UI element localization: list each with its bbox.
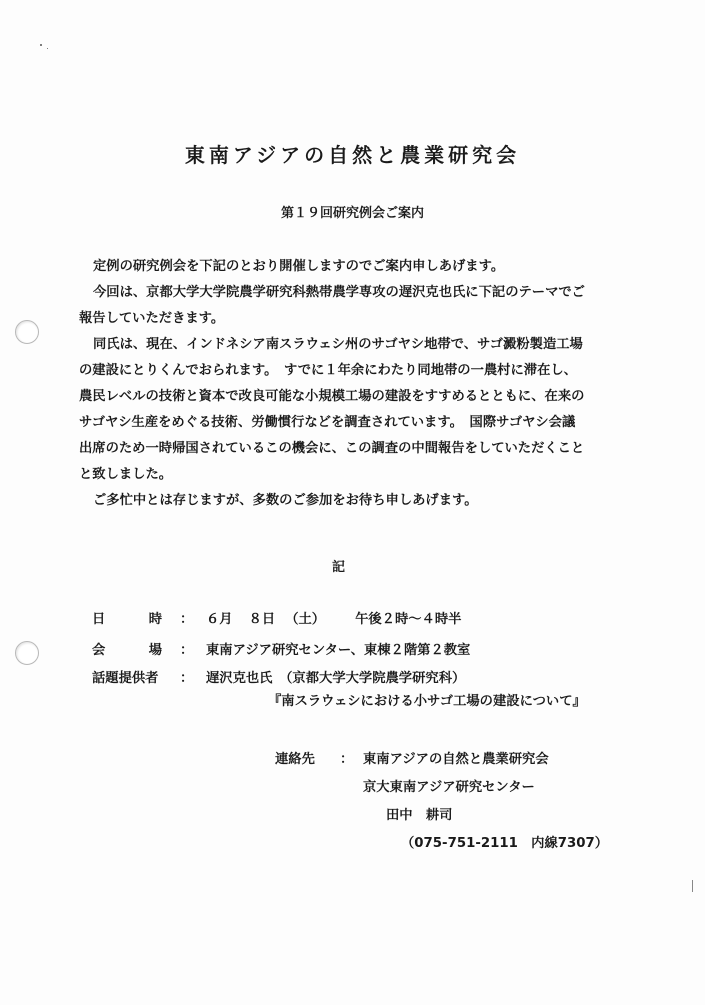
paragraph-line: 農民レベルの技術と資本で改良可能な小規模工場の建設をすすめるとともに、在来の bbox=[79, 389, 585, 404]
paragraph-line: サゴヤシ生産をめぐる技術、労働慣行などを調査されています。 国際サゴヤシ会議 bbox=[79, 415, 576, 430]
paragraph-line: 定例の研究例会を下記のとおり開催しますのでご案内申しあげます。 bbox=[93, 259, 505, 274]
speaker-colon: ： bbox=[180, 671, 194, 686]
paragraph-line: の建設にとりくんでおられます。 すでに１年余にわたり同地帯の一農村に滞在し、 bbox=[79, 363, 577, 378]
scan-speck bbox=[692, 880, 693, 892]
date-weekday: （土） bbox=[285, 612, 326, 627]
body-text bbox=[79, 254, 639, 514]
paragraph-line: と致しました。 bbox=[79, 467, 173, 482]
document-subtitle: 第１９回研究例会ご案内 bbox=[280, 206, 424, 221]
date-month: ６月 bbox=[206, 612, 233, 627]
date-colon: ： bbox=[180, 612, 194, 627]
scan-speck bbox=[40, 44, 42, 46]
paragraph-line: 報告していただきます。 bbox=[79, 311, 225, 326]
venue-colon: ： bbox=[180, 643, 194, 658]
talk-title: 『南スラウェシにおける小サゴ工場の建設について』 bbox=[268, 694, 586, 709]
speaker-label: 話題提供者 bbox=[92, 671, 159, 686]
document-title: 東南アジアの自然と農業研究会 bbox=[184, 143, 521, 167]
contact-center: 京大東南アジア研究センター bbox=[363, 780, 535, 795]
contact-label: 連絡先 bbox=[275, 752, 315, 767]
date-day: ８日 bbox=[248, 612, 276, 627]
venue-label: 会 場 bbox=[92, 643, 162, 658]
punch-hole-top bbox=[15, 320, 39, 344]
paragraph-line: 今回は、京都大学大学院農学研究科熱帯農学専攻の遅沢克也氏に下記のテーマでご bbox=[93, 285, 585, 300]
date-value bbox=[206, 608, 461, 627]
date-label: 日 時 bbox=[92, 612, 162, 627]
paragraph-line: 出席のため一時帰国されているこの機会に、この調査の中間報告をしていただくこと bbox=[79, 441, 585, 456]
contact-phone: （075-751-2111 内線7307） bbox=[401, 836, 609, 851]
paragraph-line: ご多忙中とは存じますが、多数のご参加をお待ち申しあげます。 bbox=[93, 493, 478, 508]
contact-org: 東南アジアの自然と農業研究会 bbox=[363, 752, 549, 767]
contact-person: 田中 耕司 bbox=[386, 808, 453, 823]
venue-value: 東南アジア研究センター、東棟２階第２教室 bbox=[206, 643, 471, 658]
speaker-value: 遅沢克也氏 （京都大学大学院農学研究科） bbox=[206, 671, 466, 686]
date-time: 午後２時～４時半 bbox=[355, 612, 462, 627]
paragraph-line: 同氏は、現在、インドネシア南スラウェシ州のサゴヤシ地帯で、サゴ澱粉製造工場 bbox=[93, 337, 583, 352]
scan-speck bbox=[47, 48, 48, 49]
punch-hole-bottom bbox=[15, 641, 39, 665]
contact-colon: ： bbox=[340, 752, 354, 767]
ki-heading: 記 bbox=[332, 560, 346, 575]
